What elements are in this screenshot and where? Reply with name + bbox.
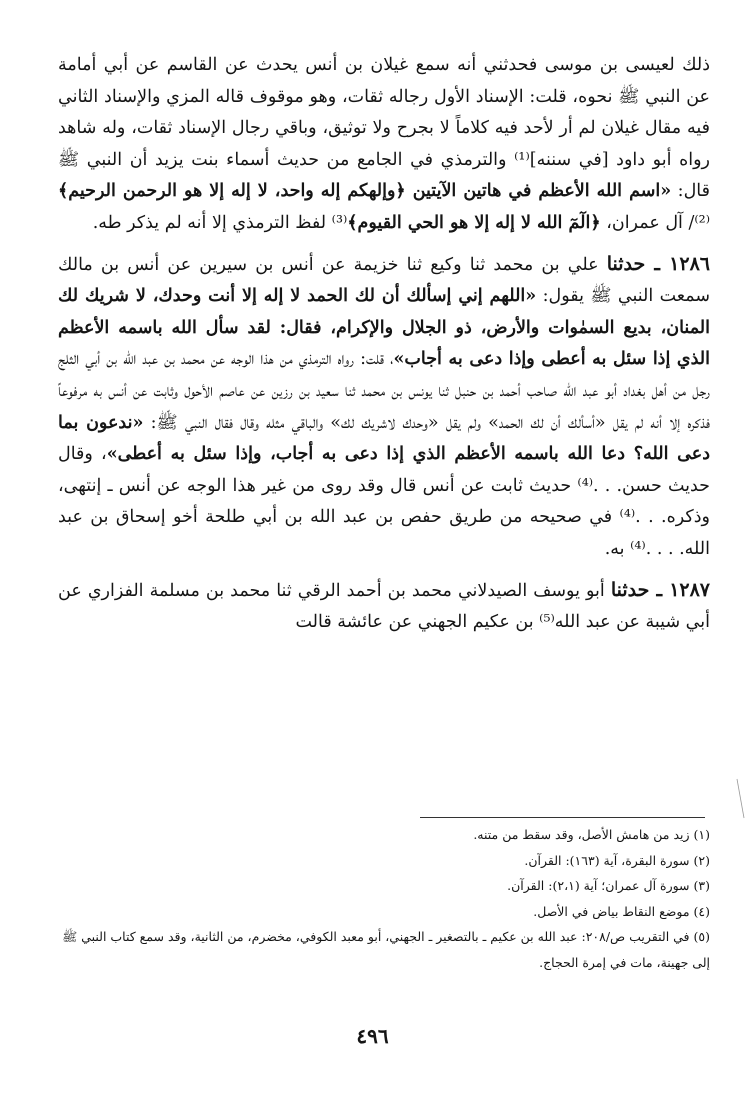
footnote-1: (١) زيد من هامش الأصل، وقد سقط من متنه. bbox=[473, 827, 710, 842]
footnote-3: (٣) سورة آل عمران؛ آية (٢،١): القرآن. bbox=[507, 878, 710, 893]
footnote-2: (٢) سورة البقرة، آية (١٦٣): القرآن. bbox=[524, 852, 710, 868]
hadith-dash: ـ bbox=[649, 578, 670, 601]
hadith-1286-paragraph bbox=[58, 249, 710, 566]
scan-edge-mark bbox=[736, 778, 745, 820]
footnote-divider bbox=[420, 817, 705, 818]
paragraph-1-mid: ⁽²⁾/ آل عمران، bbox=[600, 212, 710, 233]
paragraph-1-text: ذلك لعيسى بن موسى فحدثني أنه سمع غيلان بن أنس يحدث عن القاسم عن أبي أمامة عن النبي ﷺ نحوه، قلت: الإسناد الأول رجاله ثقات، وهو موقوف قاله المزي والإسناد الثاني فيه مقال غيلان لم أر لأحد فيه كلاماً لا بجرح ولا توثيق، وباقي رجال الإسناد ثقات، وله شاهد رواه أبو داود [في سننه]⁽¹⁾ والترمذي في الجامع من حديث أسماء بنت يزيد أن النبي ﷺ قال: bbox=[58, 55, 711, 202]
hadith-matn: «اللهم إني إسألك أن لك الحمد لا إله إلا أنت وحدك، لا شريك لك المنان، بديع السمٰوات والأرض، ذو الجلال والإكرام، فقال: لقد سأل الله باسمه الأعظم الذي إذا سئل به أعطى وإذا دعى به أجاب» bbox=[58, 286, 711, 370]
hadith-dash: ـ bbox=[645, 252, 670, 275]
hadith-isnad: علي بن محمد ثنا وكيع ثنا خزيمة عن أنس بن سيرين عن أنس بن مالك سمعت النبي ﷺ يقول: bbox=[58, 254, 711, 307]
hadith-1287-paragraph bbox=[58, 575, 710, 639]
quran-quote-al-imran: ﴿الٓمٓ الله لا إله إلا هو الحي القيوم﴾ bbox=[347, 212, 601, 233]
footnote-4: (٤) موضع النقاط بياض في الأصل. bbox=[533, 903, 710, 919]
hadith-isnad: أبو يوسف الصيدلاني محمد بن أحمد الرقي ثنا محمد بن مسلمة الفزاري عن أبي شيبة عن عبد الله⁽⁵⁾ بن عكيم الجهني عن عائشة قالت bbox=[58, 580, 710, 633]
main-text-body bbox=[58, 50, 710, 639]
hadith-number: ١٢٨٦ bbox=[669, 252, 710, 275]
page-number: ٤٩٦ bbox=[356, 1024, 389, 1048]
paragraph-1-end: ⁽³⁾ لفظ الترمذي إلا أنه لم يذكر طه. bbox=[92, 212, 348, 233]
hadith-matn-alt: «ندعون بما دعى الله؟ دعا الله باسمه الأعظم الذي إذا دعى به أجاب، وإذا سئل به أعطى» bbox=[58, 412, 710, 465]
footnote-5: (٥) في التقريب ص/٢٠٨: عبد الله بن عكيم ـ بالتصغير ـ الجهني، أبو معبد الكوفي، مخضرم، من الثانية، وقد سمع كتاب النبي ﷺ إلى جهينة، مات في إمرة الحجاج. bbox=[62, 929, 710, 970]
hadith-number: ١٢٨٧ bbox=[669, 578, 711, 601]
paragraph-1 bbox=[58, 50, 710, 240]
hadith-commentary: ، قلت: رواه الترمذي من هذا الوجه عن محمد بن عبد الله بن أبي الثلج رجل من أهل بغداد أبو عبد الله صاحب أحمد بن حنبل ثنا يونس بن محمد ثنا سعيد بن رزين عن عاصم الأحول وثابت عن أنس به مرفوعاً فذكره إلا أنه لم يقل «أسألك أن لك الحمد» ولم يقل «وحدك لاشريك لك» والباقي مثله وقال فقال النبي ﷺ: bbox=[58, 349, 711, 433]
haddathana-heading: حدثنا bbox=[606, 252, 646, 275]
quran-quote-baqarah: «اسم الله الأعظم في هاتين الآيتين ﴿وإلهكم إله واحد، لا إله إلا هو الرحمن الرحيم﴾ bbox=[58, 181, 672, 202]
footnotes bbox=[58, 822, 710, 975]
hadith-commentary-end: ، وقال حديث حسن. . .⁽⁴⁾ حديث ثابت عن أنس قال وقد روى من غير هذا الوجه عن أنس ـ إنتهى، وذكره. . .⁽⁴⁾ في صحيحه من طريق حفص بن عبد الله بن أبي طلحة أخو إسحاق بن عبد الله. . . .⁽⁴⁾ به. bbox=[58, 444, 710, 559]
haddathana-heading: حدثنا bbox=[610, 578, 650, 601]
